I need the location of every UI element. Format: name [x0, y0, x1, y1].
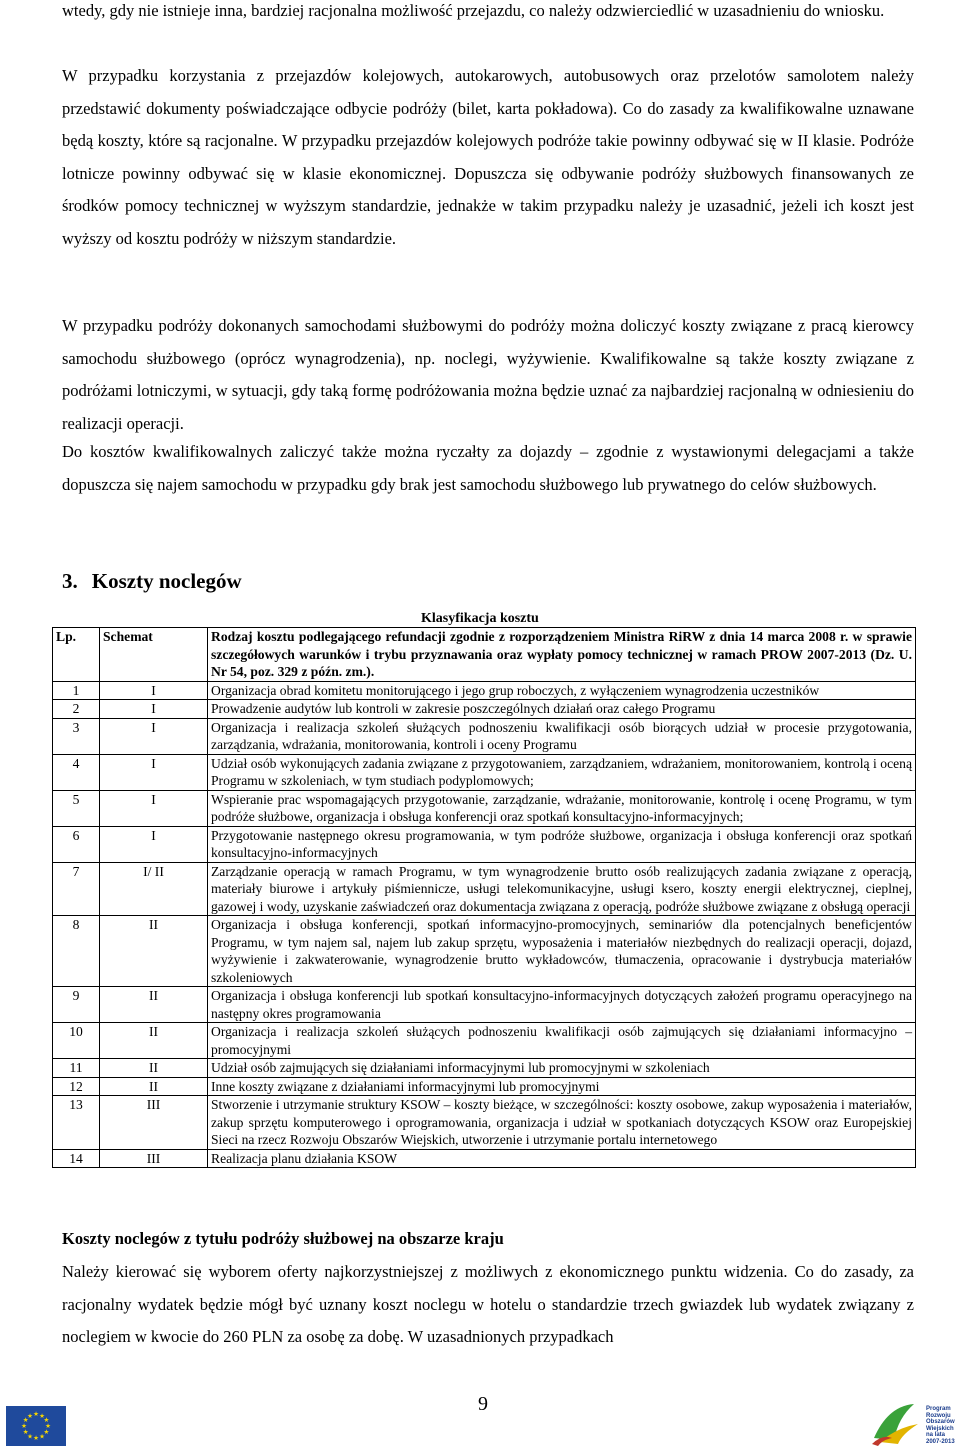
cell-schemat: I: [100, 700, 208, 719]
cell-description: Inne koszty związane z działaniami informacyjnymi lub promocyjnymi: [208, 1077, 916, 1096]
table-row: [53, 987, 916, 1023]
paragraph-accommodation: Należy kierować się wyborem oferty najkorzystniejszej z możliwych z ekonomicznego punktu widzenia. Co do zasady, za racjonalny wydatek będzie mógł być uznany koszt noclegu w hotelu o standardzie trzech gwiazdek lub wydatek związany z noclegiem w kwocie do 260 PLN za osobę za dobę. W uzasadnionych przypadkach: [62, 1262, 914, 1347]
rdp-logo-text: Program Rozwoju Obszarów Wiejskich na lata 2007-2013: [926, 1406, 955, 1445]
cell-schemat: I: [100, 718, 208, 754]
cell-lp: 2: [53, 700, 100, 719]
header-schemat: Schemat: [100, 628, 208, 682]
section-title: Koszty noclegów: [91, 569, 242, 593]
cell-schemat: II: [100, 1077, 208, 1096]
table-row: [53, 790, 916, 826]
eu-star-icon: ★: [33, 1435, 39, 1443]
section-number: 3.: [62, 569, 78, 593]
cell-schemat: I/ II: [100, 862, 208, 916]
cell-schemat: I: [100, 790, 208, 826]
cell-schemat: I: [100, 826, 208, 862]
table-body: [53, 681, 916, 1168]
eu-star-icon: ★: [27, 1412, 33, 1420]
cell-description: Wspieranie prac wspomagających przygotowanie, zarządzanie, wdrażanie, monitorowanie, kontrolę i ocenę Programu, w tym podróże służbowe, organizacja i obsługa konferencji oraz spotkań konsultacyjno-informacyjnych;: [208, 790, 916, 826]
eu-star-icon: ★: [45, 1423, 51, 1431]
cost-classification-table: [52, 627, 916, 1168]
eu-star-icon: ★: [22, 1429, 29, 1437]
cell-lp: 1: [53, 681, 100, 700]
cell-lp: 10: [53, 1023, 100, 1059]
cell-description: Udział osób wykonujących zadania związane z przygotowaniem, zarządzaniem, wdrażaniem, monitorowaniem, kontrolą i oceną Programu w szkoleniach, w tym studiach podyplomowych;: [208, 754, 916, 790]
cell-lp: 7: [53, 862, 100, 916]
table-row: [53, 1059, 916, 1078]
cell-schemat: II: [100, 916, 208, 987]
paragraph-lump-sums: Do kosztów kwalifikowalnych zaliczyć także można ryczałty za dojazdy – zgodnie z wystawionymi delegacjami a także dopuszcza się najem samochodu w przypadku gdy brak jest samochodu służbowego lub prywatnego do celów służbowych.: [62, 442, 914, 494]
eu-star-icon: ★: [43, 1429, 50, 1437]
table-row: [53, 1077, 916, 1096]
paragraph-continuation: wtedy, gdy nie istnieje inna, bardziej racjonalna możliwość przejazdu, co należy odzwierciedlić w uzasadnieniu do wniosku.: [62, 1, 885, 20]
cell-schemat: II: [100, 1059, 208, 1078]
cell-schemat: III: [100, 1096, 208, 1150]
cell-schemat: II: [100, 987, 208, 1023]
eu-star-icon: ★: [22, 1417, 29, 1425]
paragraph-service-cars: W przypadku podróży dokonanych samochodami służbowymi do podróży można doliczyć koszty związane z pracą kierowcy samochodu służbowego (oprócz wynagrodzenia), np. noclegi, wyżywienie. Kwalifikowalne są także koszty związane z podróżami lotniczymi, w sytuacji, gdy taką formę podróżowania można będzie uznać za najbardziej racjonalną w odniesieniu do realizacji operacji.: [62, 316, 914, 433]
section-heading: [62, 569, 242, 594]
table-header-row: [53, 628, 916, 682]
cell-schemat: I: [100, 754, 208, 790]
cell-description: Organizacja i obsługa konferencji lub spotkań konsultacyjno-informacyjnych dotyczących założeń programu operacyjnego na następny okres programowania: [208, 987, 916, 1023]
cell-lp: 9: [53, 987, 100, 1023]
eu-star-icon: ★: [33, 1411, 39, 1419]
cell-lp: 6: [53, 826, 100, 862]
eu-star-icon: ★: [43, 1417, 50, 1425]
eu-star-icon: ★: [39, 1433, 45, 1441]
cell-description: Zarządzanie operacją w ramach Programu, w tym wynagrodzenie brutto osób realizujących zadania związane z operacją, materiały biurowe i artykuły piśmiennicze, usługi telekomunikacyjne, usługi ksero, koszty energii elektrycznej, cieplnej, gazowej i wody, uzyskanie zaświadczeń oraz dokumentacja związana z operacją, podróże służbowe związane z obsługą operacji: [208, 862, 916, 916]
table-row: [53, 718, 916, 754]
cell-description: Stworzenie i utrzymanie struktury KSOW – koszty bieżące, w szczególności: koszty osobowe, zakup wyposażenia i materiałów, zakup sprzętu komputerowego i oprogramowania, organizacja i udział w spotkaniach dotyczących KSOW oraz Europejskiej Sieci na rzecz Rozwoju Obszarów Wiejskich, utworzenie i utrzymanie portalu internetowego: [208, 1096, 916, 1150]
cell-schemat: II: [100, 1023, 208, 1059]
cell-description: Prowadzenie audytów lub kontroli w zakresie poszczególnych działań oraz całego Programu: [208, 700, 916, 719]
cell-description: Udział osób zajmujących się działaniami informacyjnymi lub promocyjnymi w szkoleniach: [208, 1059, 916, 1078]
table-row: [53, 700, 916, 719]
eu-flag-logo: [6, 1406, 66, 1446]
table-row: [53, 862, 916, 916]
cell-description: Organizacja obrad komitetu monitorującego i jego grup roboczych, z wyłączeniem wynagrodzenia uczestników: [208, 681, 916, 700]
cell-lp: 11: [53, 1059, 100, 1078]
eu-star-icon: ★: [27, 1433, 33, 1441]
cell-schemat: III: [100, 1149, 208, 1168]
cell-lp: 5: [53, 790, 100, 826]
page-number: 9: [478, 1393, 488, 1415]
eu-star-icon: ★: [21, 1423, 27, 1431]
cell-description: Przygotowanie następnego okresu programowania, w tym podróże służbowe, organizacja i obsługa konferencji oraz spotkań konsultacyjno-informacyjnych: [208, 826, 916, 862]
cell-lp: 3: [53, 718, 100, 754]
paragraph-transport-documents: W przypadku korzystania z przejazdów kolejowych, autokarowych, autobusowych oraz przelotów samolotem należy przedstawić dokumenty poświadczające odbycie podróży (bilet, karta pokładowa). Co do zasady za kwalifikowalne uznawane będą koszty, które są racjonalne. W przypadku przejazdów kolejowych podróże takie powinny odbywać się w II klasie. Podróże lotnicze powinny odbywać się w klasie ekonomicznej. Dopuszcza się odbywanie podróży służbowych finansowanych ze środków pomocy technicznej w wyższym standardzie, jednakże w takim przypadku należy je uzasadnić, jeżeli ich koszt jest wyższy od kosztu podróży w niższym standardzie.: [62, 66, 914, 248]
eu-star-icon: ★: [39, 1412, 45, 1420]
table-row: [53, 916, 916, 987]
cell-lp: 4: [53, 754, 100, 790]
cell-lp: 12: [53, 1077, 100, 1096]
table-row: [53, 826, 916, 862]
cell-lp: 8: [53, 916, 100, 987]
cell-lp: 14: [53, 1149, 100, 1168]
header-lp: Lp.: [53, 628, 100, 682]
table-row: [53, 1149, 916, 1168]
table-caption: Klasyfikacja kosztu: [421, 611, 539, 626]
subheading: Koszty noclegów z tytułu podróży służbowej na obszarze kraju: [62, 1229, 504, 1248]
cell-description: Organizacja i obsługa konferencji, spotkań informacyjno-promocyjnych, seminariów dla potencjalnych beneficjentów Programu, w tym najem sal, najem lub zakup sprzętu, wyposażenia i materiałów niezbędnych do realizacji operacji, dojazd, wyżywienie i zakwaterowanie, wynagrodzenie brutto wykładowców, tłumaczenia, opracowanie i dystrybucja materiałów szkoleniowych: [208, 916, 916, 987]
cell-description: Realizacja planu działania KSOW: [208, 1149, 916, 1168]
cell-description: Organizacja i realizacja szkoleń służących podnoszeniu kwalifikacji osób zajmujących się działaniami informacyjno – promocyjnymi: [208, 1023, 916, 1059]
cell-description: Organizacja i realizacja szkoleń służących podnoszeniu kwalifikacji osób biorących udział w procesie przygotowania, zarządzania, wdrażania, monitorowania, kontroli i oceny Programu: [208, 718, 916, 754]
table-row: [53, 1096, 916, 1150]
cell-lp: 13: [53, 1096, 100, 1150]
table-row: [53, 1023, 916, 1059]
header-rodzaj-kosztu: Rodzaj kosztu podlegającego refundacji zgodnie z rozporządzeniem Ministra RiRW z dnia 14 marca 2008 r. w sprawie szczegółowych warunków i trybu przyznawania oraz wypłaty pomocy technicznej w ramach PROW 2007-2013 (Dz. U. Nr 54, poz. 329 z późn. zm.).: [208, 628, 916, 682]
table-row: [53, 681, 916, 700]
rdp-logo: [868, 1398, 958, 1448]
cell-schemat: I: [100, 681, 208, 700]
table-row: [53, 754, 916, 790]
